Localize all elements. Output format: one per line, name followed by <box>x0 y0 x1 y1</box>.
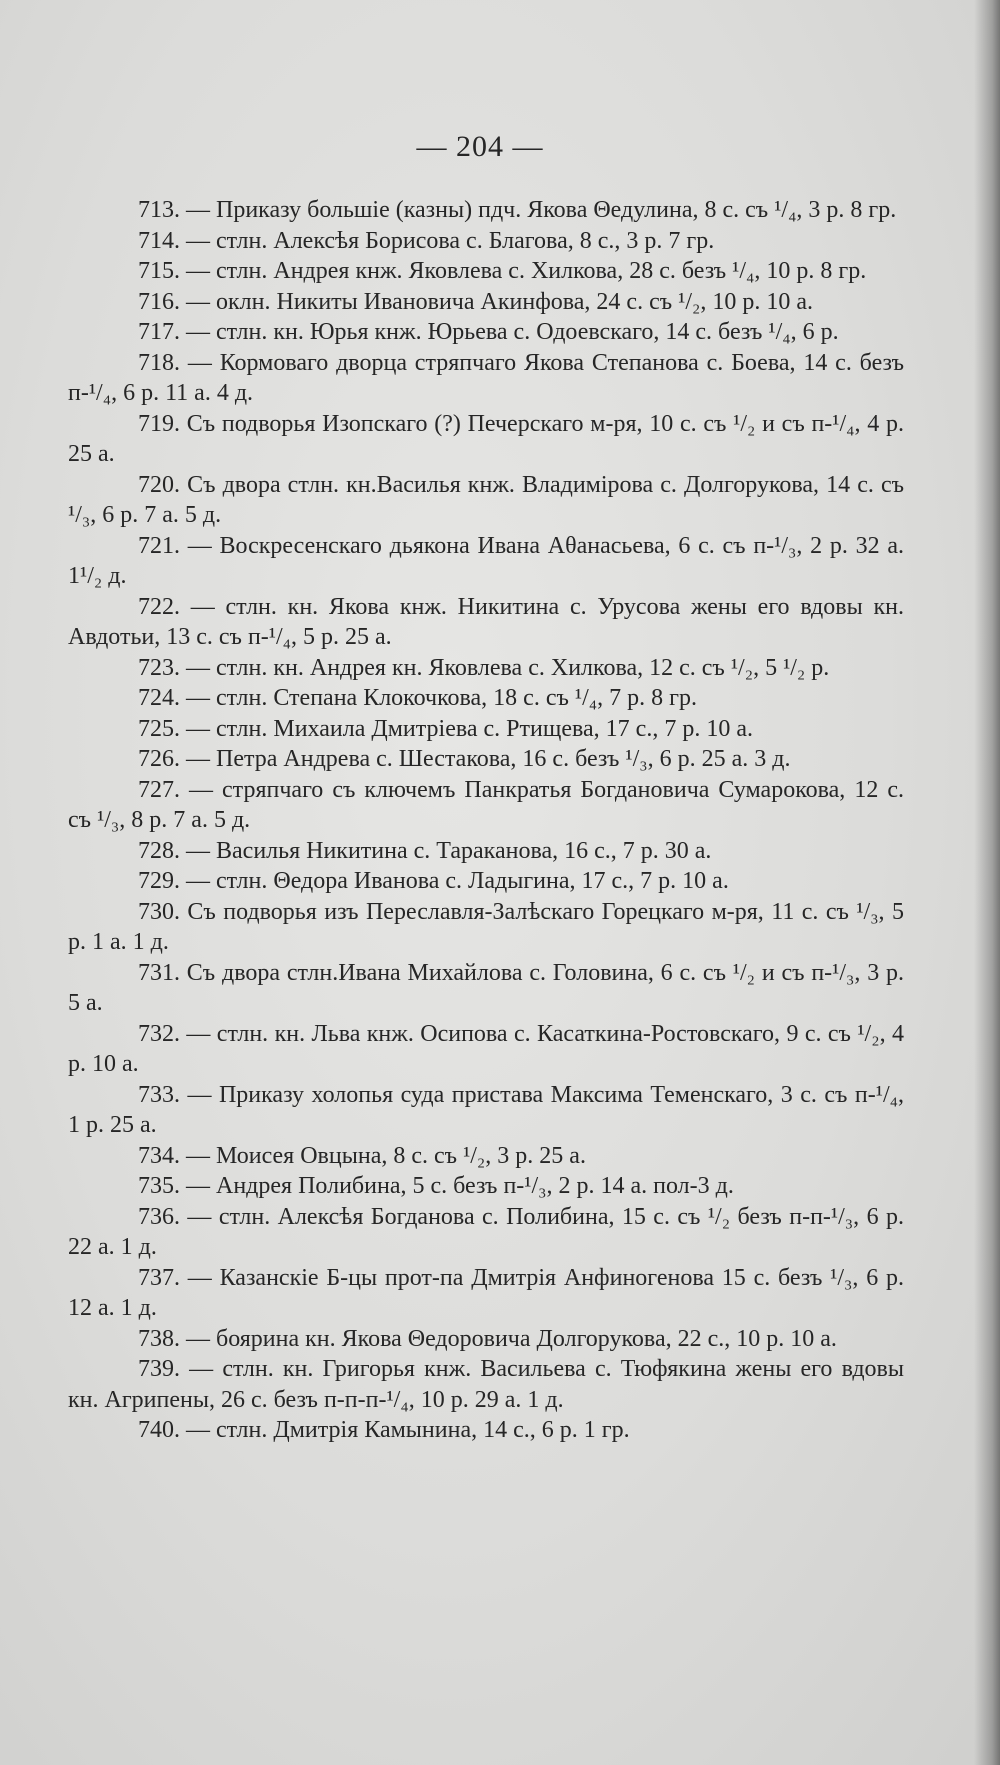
list-item: 726. — Петра Андрева с. Шестакова, 16 с. безъ ¹/₃, 6 р. 25 а. 3 д. <box>138 746 791 772</box>
list-item: 721. — Воскресенскаго дьякона Ивана Аθанасьева, 6 с. съ п-¹/₃, 2 р. 32 а. 1¹/₂ д. <box>68 532 904 589</box>
list-item: 731. Съ двора стлн.Ивана Михайлова с. Головина, 6 с. съ ¹/₂ и съ п-¹/₃, 3 р. 5 а. <box>68 959 904 1016</box>
page-number: — 204 — <box>416 130 544 163</box>
list-item: 732. — стлн. кн. Льва кнж. Осипова с. Касаткина-Ростовскаго, 9 с. съ ¹/₂, 4 р. 10 а. <box>68 1020 904 1077</box>
list-item: 724. — стлн. Степана Клокочкова, 18 с. съ ¹/₄, 7 р. 8 гр. <box>138 685 697 711</box>
list-item: 739. — стлн. кн. Григорья кнж. Васильева с. Тюфякина жены его вдовы кн. Агрипены, 26 с. безъ п-п-п-¹/₄, 10 р. 29 а. 1 д. <box>68 1356 904 1413</box>
list-item: 735. — Андрея Полибина, 5 с. безъ п-¹/₃, 2 р. 14 а. пол-3 д. <box>138 1173 734 1199</box>
list-item: 722. — стлн. кн. Якова кнж. Никитина с. Урусова жены его вдовы кн. Авдотьи, 13 с. съ п-¹/₄, 5 р. 25 а. <box>68 593 904 650</box>
list-item: 736. — стлн. Алексѣя Богданова с. Полибина, 15 с. съ ¹/₂ безъ п-п-¹/₃, 6 р. 22 а. 1 д. <box>68 1203 904 1260</box>
list-item: 720. Съ двора стлн. кн.Василья кнж. Владимірова с. Долгорукова, 14 с. съ ¹/₃, 6 р. 7 а. 5 д. <box>68 471 904 528</box>
list-item: 717. — стлн. кн. Юрья кнж. Юрьева с. Одоевскаго, 14 с. безъ ¹/₄, 6 р. <box>138 319 839 345</box>
list-item: 725. — стлн. Михаила Дмитріева с. Ртищева, 17 с., 7 р. 10 а. <box>138 715 753 742</box>
list-item: 715. — стлн. Андрея кнж. Яковлева с. Хилкова, 28 с. безъ ¹/₄, 10 р. 8 гр. <box>138 258 867 284</box>
list-item: 730. Съ подворья изъ Переславля-Залѣскаго Горецкаго м-ря, 11 с. съ ¹/₃, 5 р. 1 а. 1 д. <box>68 898 904 955</box>
page-edge-shadow <box>974 0 1000 1765</box>
list-item: 728. — Василья Никитина с. Тараканова, 16 с., 7 р. 30 а. <box>138 837 712 864</box>
list-item: 729. — стлн. Θедора Иванова с. Ладыгина, 17 с., 7 р. 10 а. <box>138 868 729 894</box>
list-item: 738. — боярина кн. Якова Θедоровича Долгорукова, 22 с., 10 р. 10 а. <box>138 1325 837 1352</box>
list-item: 718. — Кормоваго дворца стряпчаго Якова Степанова с. Боева, 14 с. безъ п-¹/₄, 6 р. 11 а. 4 д. <box>68 349 904 406</box>
list-item: 727. — стряпчаго съ ключемъ Панкратья Богдановича Сумарокова, 12 с. съ ¹/₃, 8 р. 7 а. 5 д. <box>68 776 904 833</box>
list-item: 733. — Приказу холопья суда пристава Максима Теменскаго, 3 с. съ п-¹/₄, 1 р. 25 а. <box>68 1081 904 1138</box>
list-item: 716. — оклн. Никиты Ивановича Акинфова, 24 с. съ ¹/₂, 10 р. 10 а. <box>138 288 814 315</box>
list-item: 740. — стлн. Дмитрія Камынина, 14 с., 6 р. 1 гр. <box>138 1417 630 1443</box>
entries-list <box>68 195 904 1446</box>
list-item: 714. — стлн. Алексѣя Борисова с. Благова, 8 с., 3 р. 7 гр. <box>138 227 715 254</box>
list-item: 713. — Приказу большіе (казны) пдч. Якова Θедулина, 8 с. съ ¹/₄, 3 р. 8 гр. <box>138 197 897 223</box>
list-item: 723. — стлн. кн. Андрея кн. Яковлева с. Хилкова, 12 с. съ ¹/₂, 5 ¹/₂ р. <box>138 654 830 681</box>
list-item: 737. — Казанскіе Б-цы прот-па Дмитрія Анфиногенова 15 с. безъ ¹/₃, 6 р. 12 а. 1 д. <box>68 1264 904 1321</box>
list-item: 719. Съ подворья Изопскаго (?) Печерскаго м-ря, 10 с. съ ¹/₂ и съ п-¹/₄, 4 р. 25 а. <box>68 410 904 467</box>
list-item: 734. — Моисея Овцына, 8 с. съ ¹/₂, 3 р. 25 а. <box>138 1142 586 1169</box>
